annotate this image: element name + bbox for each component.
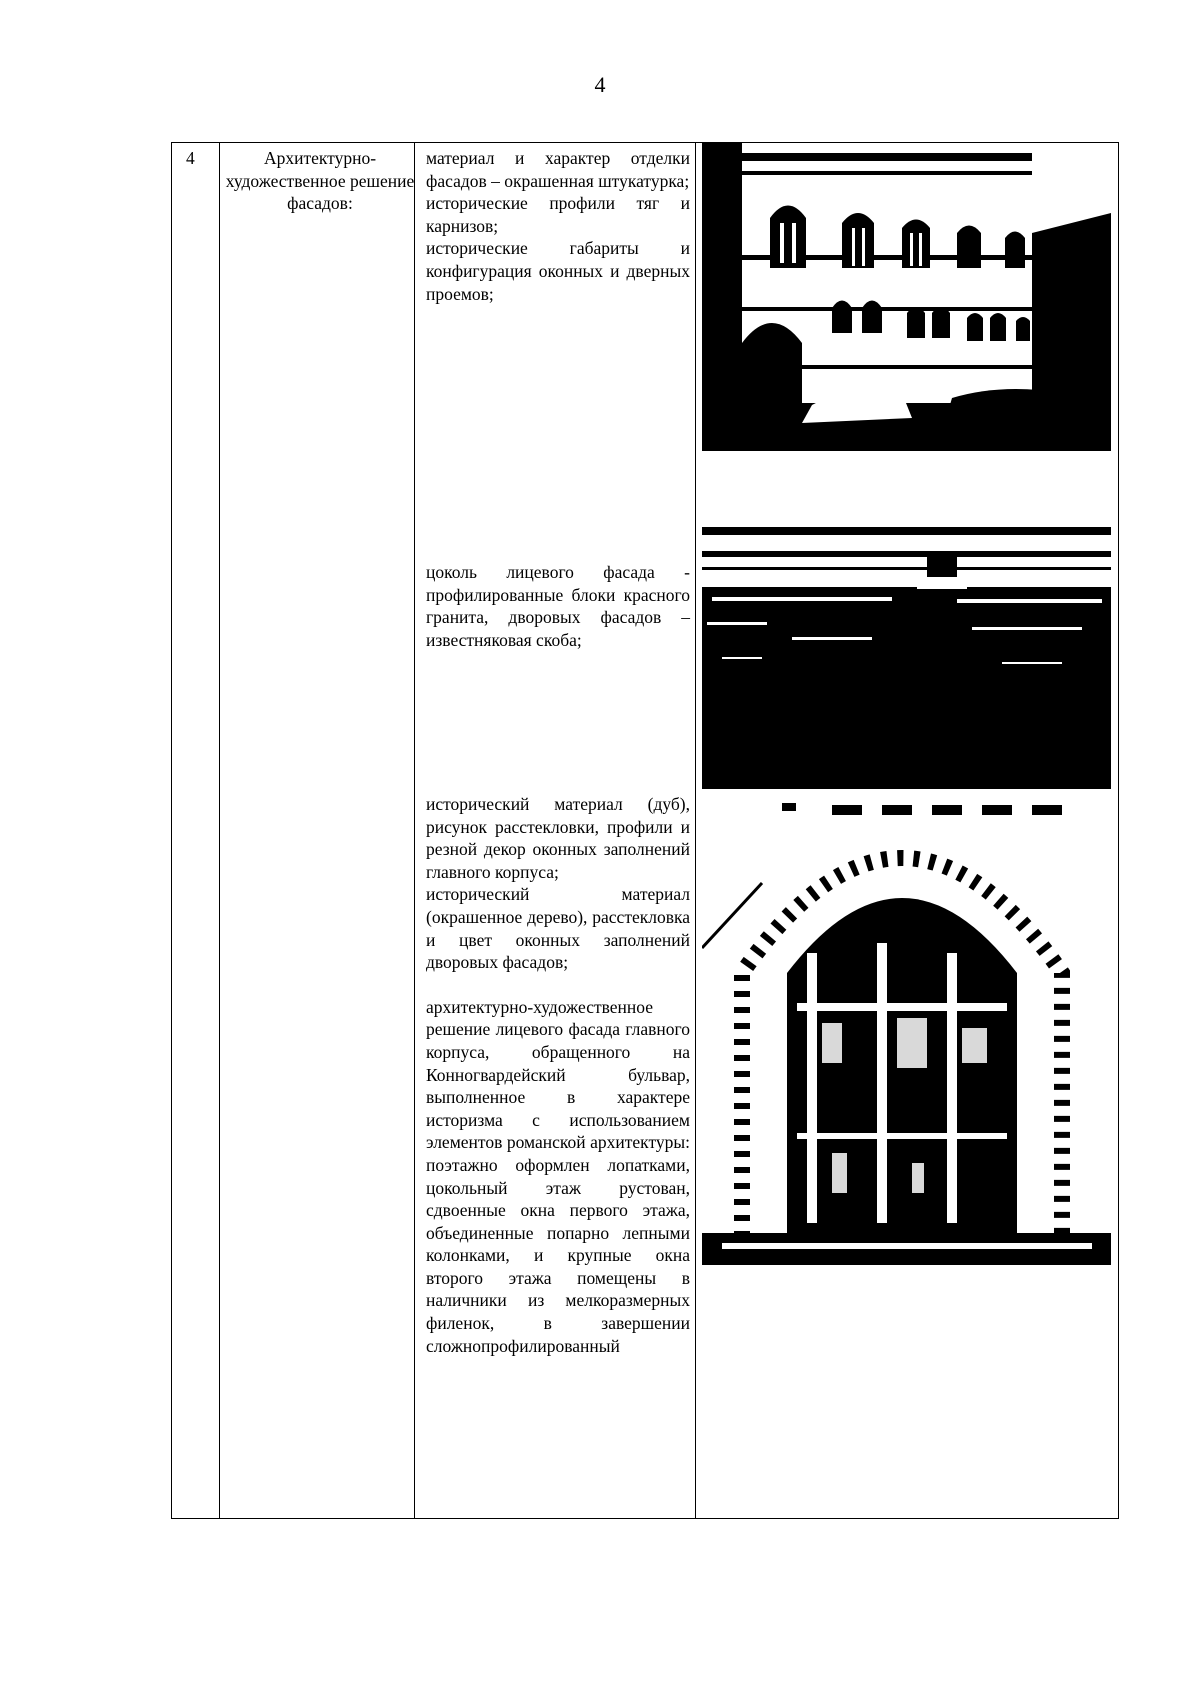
text-paragraph: цоколь лицевого фасада - профилированные блоки красного гранита, дворовых фасадов – известняковая скоба;: [426, 562, 690, 650]
column-divider: [219, 143, 220, 1518]
text-paragraph: материал и характер отделки фасадов – окрашенная штукатурка;: [426, 148, 690, 191]
text-block-facade-finish: [426, 147, 690, 305]
text-block-plinth: [426, 561, 690, 651]
column-divider: [695, 143, 696, 1518]
text-paragraph: исторические габариты и конфигурация оконных и дверных проемов;: [426, 238, 690, 304]
page-number: 4: [594, 72, 606, 97]
text-paragraph: исторический материал (окрашенное дерево), расстекловка и цвет оконных заполнений дворовых фасадов;: [426, 884, 690, 973]
plinth-photo: [702, 527, 1111, 789]
column-divider: [414, 143, 415, 1518]
window-photo: [702, 803, 1111, 1265]
text-paragraph: исторический материал (дуб), рисунок расстекловки, профили и резной декор оконных заполнений главного корпуса;: [426, 794, 690, 882]
row-number: 4: [186, 148, 195, 168]
text-paragraph: исторические профили тяг и карнизов;: [426, 193, 690, 236]
row-name: Архитектурно-художественное решение фасадов:: [225, 148, 415, 214]
facade-photo: [702, 143, 1111, 451]
attributes-table: [171, 142, 1119, 1519]
text-paragraph: архитектурно-художественное решение лицевого фасада главного корпуса, обращенного на Конногвардейский бульвар, выполненное в характере историзма с использованием элементов романской архитектуры: поэтажно оформлен лопатками, цокольный этаж рустован, сдвоенные окна первого этажа, объединенные попарно лепными колонками, и крупные окна второго этажа помещены в наличники из мелкоразмерных филенок, в завершении сложнопрофилированный: [426, 996, 690, 1356]
text-block-windows: [426, 793, 690, 1357]
